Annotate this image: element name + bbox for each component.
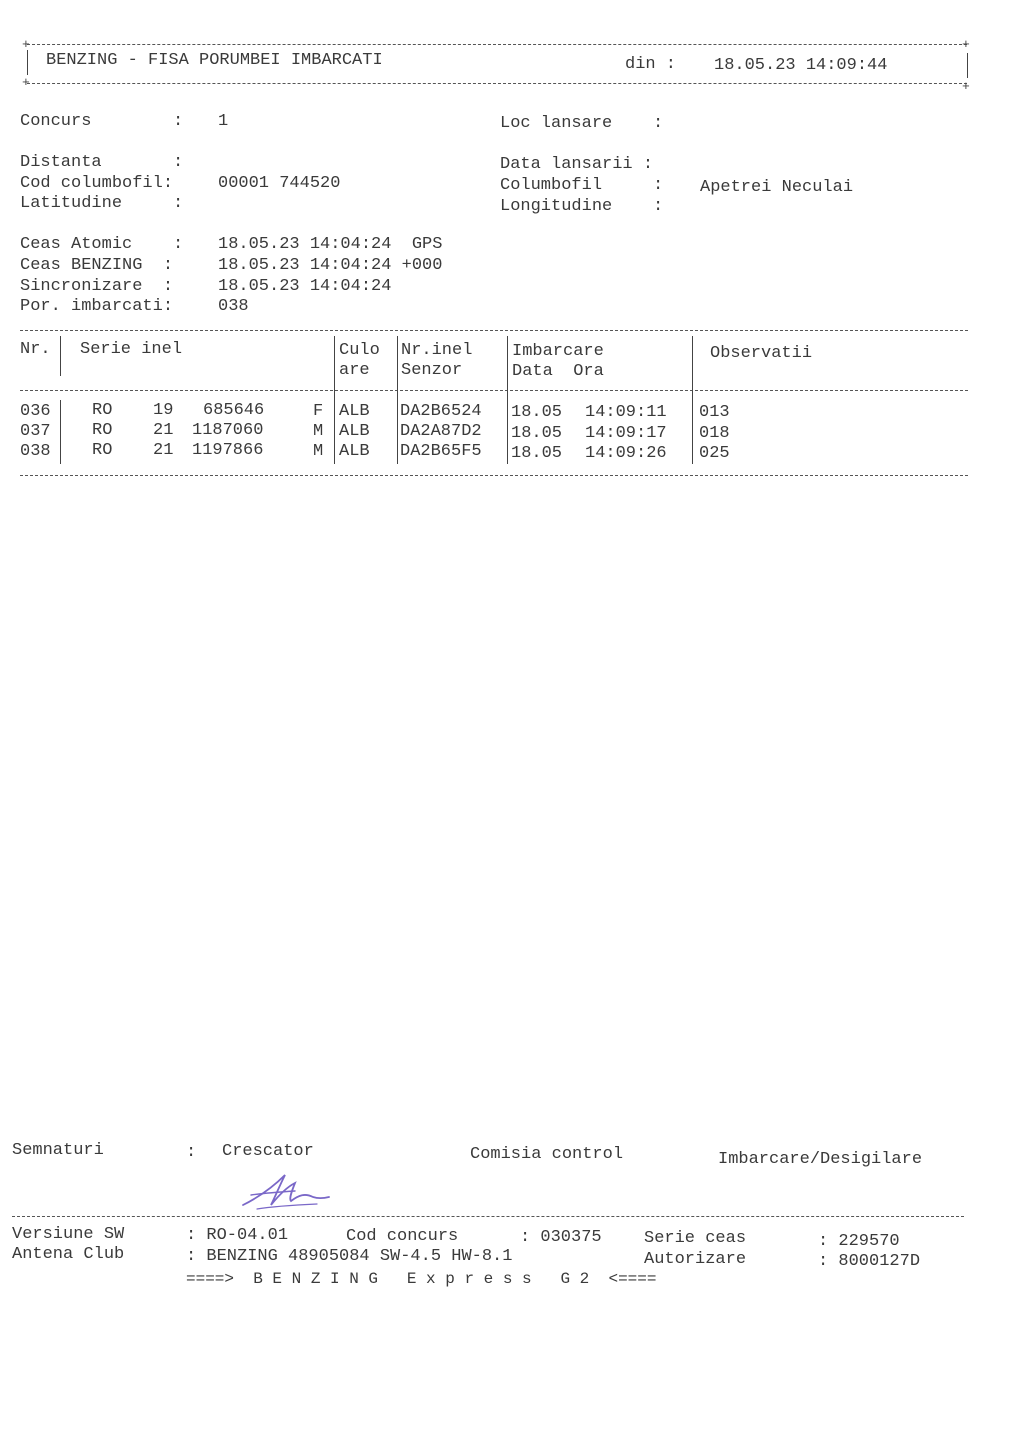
serie-ceas-label: Serie ceas bbox=[644, 1229, 747, 1248]
columbofil-label: Columbofil : bbox=[500, 176, 664, 195]
th-nr: Nr. bbox=[20, 340, 51, 359]
row-038-numar: 1197866 bbox=[192, 441, 264, 460]
row-038-senzor: DA2B65F5 bbox=[400, 442, 482, 461]
ceas-atomic-label: Ceas Atomic : bbox=[20, 235, 184, 254]
loc-lansare-label: Loc lansare : bbox=[500, 114, 664, 133]
th-nr-inel-2: Senzor bbox=[401, 361, 463, 380]
row-037-data: 18.05 bbox=[511, 424, 563, 443]
th-observatii: Observatii bbox=[710, 344, 813, 363]
header-corner-br: + bbox=[962, 79, 970, 94]
row-037-culoare: ALB bbox=[339, 422, 370, 441]
col-divider-nr bbox=[60, 336, 61, 376]
row-037-numar: 1187060 bbox=[192, 421, 264, 440]
row-037-nr: 037 bbox=[20, 422, 51, 441]
row-037-senzor: DA2A87D2 bbox=[400, 422, 482, 441]
row-037-an: 21 bbox=[153, 421, 174, 440]
row-037-sex: M bbox=[313, 422, 324, 441]
sincronizare-label: Sincronizare : bbox=[20, 277, 174, 296]
longitudine-label: Longitudine : bbox=[500, 197, 664, 216]
th-imbarcare-1: Imbarcare bbox=[512, 342, 604, 361]
latitudine-label: Latitudine : bbox=[20, 194, 184, 213]
row-037-tara: RO bbox=[92, 421, 113, 440]
row-038-data: 18.05 bbox=[511, 444, 563, 463]
row-038-ora: 14:09:26 bbox=[585, 444, 667, 463]
concurs-label: Concurs : bbox=[20, 112, 184, 131]
concurs-value: 1 bbox=[218, 112, 229, 131]
document-title: BENZING - FISA PORUMBEI IMBARCATI bbox=[46, 51, 383, 70]
header-din-label: din : bbox=[625, 55, 677, 74]
row-036-data: 18.05 bbox=[511, 403, 563, 422]
cod-concurs-value: : 030375 bbox=[520, 1228, 602, 1247]
header-corner-tl: + bbox=[22, 37, 30, 52]
brand-line: ====> B E N Z I N G E x p r e s s G 2 <==== bbox=[186, 1270, 657, 1288]
row-038-nr: 038 bbox=[20, 442, 51, 461]
ceas-benzing-label: Ceas BENZING : bbox=[20, 256, 174, 275]
row-038-an: 21 bbox=[153, 441, 174, 460]
distanta-label: Distanta : bbox=[20, 153, 184, 172]
data-lansarii-label: Data lansarii : bbox=[500, 155, 654, 174]
row-036-culoare: ALB bbox=[339, 402, 370, 421]
row-036-obs: 013 bbox=[699, 403, 730, 422]
semnatura-imbarcare: Imbarcare/Desigilare bbox=[718, 1150, 923, 1169]
cod-columbofil-label: Cod columbofil: bbox=[20, 174, 174, 193]
cod-columbofil-value: 00001 744520 bbox=[218, 174, 341, 193]
th-imbarcare-2: Data Ora bbox=[512, 362, 604, 381]
versiune-sw-label: Versiune SW bbox=[12, 1225, 125, 1244]
header-corner-bl: + bbox=[22, 75, 30, 90]
row-038-culoare: ALB bbox=[339, 442, 370, 461]
row-036-sex: F bbox=[313, 402, 324, 421]
row-038-sex: M bbox=[313, 442, 324, 461]
table-top-rule bbox=[20, 330, 968, 331]
header-top-border bbox=[27, 44, 967, 45]
row-036-numar: 685646 bbox=[203, 401, 265, 420]
semnaturi-label: Semnaturi bbox=[12, 1141, 104, 1160]
versiune-sw-value: : RO-04.01 bbox=[186, 1226, 289, 1245]
col-divider-culoare bbox=[334, 336, 335, 464]
footer-rule bbox=[12, 1216, 964, 1217]
th-serie-inel: Serie inel bbox=[80, 340, 183, 359]
ceas-atomic-value: 18.05.23 14:04:24 GPS bbox=[218, 235, 443, 254]
por-imbarcati-label: Por. imbarcati: bbox=[20, 297, 174, 316]
row-036-an: 19 bbox=[153, 401, 174, 420]
th-culoare-1: Culo bbox=[339, 341, 380, 360]
semnaturi-colon: : bbox=[186, 1143, 197, 1162]
autorizare-label: Autorizare bbox=[644, 1250, 747, 1269]
col-divider-observatii bbox=[692, 336, 693, 464]
row-036-ora: 14:09:11 bbox=[585, 403, 667, 422]
serie-ceas-value: : 229570 bbox=[818, 1232, 900, 1251]
header-left-bar bbox=[27, 50, 28, 75]
th-culoare-2: are bbox=[339, 361, 370, 380]
row-036-nr: 036 bbox=[20, 402, 51, 421]
row-036-senzor: DA2B6524 bbox=[400, 402, 482, 421]
header-din-value: 18.05.23 14:09:44 bbox=[714, 56, 888, 75]
sincronizare-value: 18.05.23 14:04:24 bbox=[218, 277, 392, 296]
semnatura-comisia: Comisia control bbox=[470, 1145, 624, 1164]
header-corner-tr: + bbox=[962, 37, 970, 52]
autorizare-value: : 8000127D bbox=[818, 1252, 921, 1271]
table-header-rule bbox=[20, 390, 968, 391]
row-036-tara: RO bbox=[92, 401, 113, 420]
row-037-obs: 018 bbox=[699, 424, 730, 443]
semnatura-crescator: Crescator bbox=[222, 1142, 314, 1161]
row-038-tara: RO bbox=[92, 441, 113, 460]
antena-club-value: : BENZING 48905084 SW-4.5 HW-8.1 bbox=[186, 1247, 513, 1266]
col-divider-senzor bbox=[397, 336, 398, 464]
col-divider-nr-body bbox=[60, 400, 61, 464]
signature-scribble-icon bbox=[235, 1165, 345, 1215]
ceas-benzing-value: 18.05.23 14:04:24 +000 bbox=[218, 256, 443, 275]
cod-concurs-label: Cod concurs bbox=[346, 1227, 459, 1246]
table-bottom-rule bbox=[20, 475, 968, 476]
th-nr-inel-1: Nr.inel bbox=[401, 341, 473, 360]
header-right-bar bbox=[967, 53, 968, 78]
row-037-ora: 14:09:17 bbox=[585, 424, 667, 443]
header-bottom-border bbox=[27, 83, 967, 84]
col-divider-imbarcare bbox=[507, 336, 508, 464]
por-imbarcati-value: 038 bbox=[218, 297, 249, 316]
antena-club-label: Antena Club bbox=[12, 1245, 125, 1264]
columbofil-value: Apetrei Neculai bbox=[700, 178, 854, 197]
row-038-obs: 025 bbox=[699, 444, 730, 463]
